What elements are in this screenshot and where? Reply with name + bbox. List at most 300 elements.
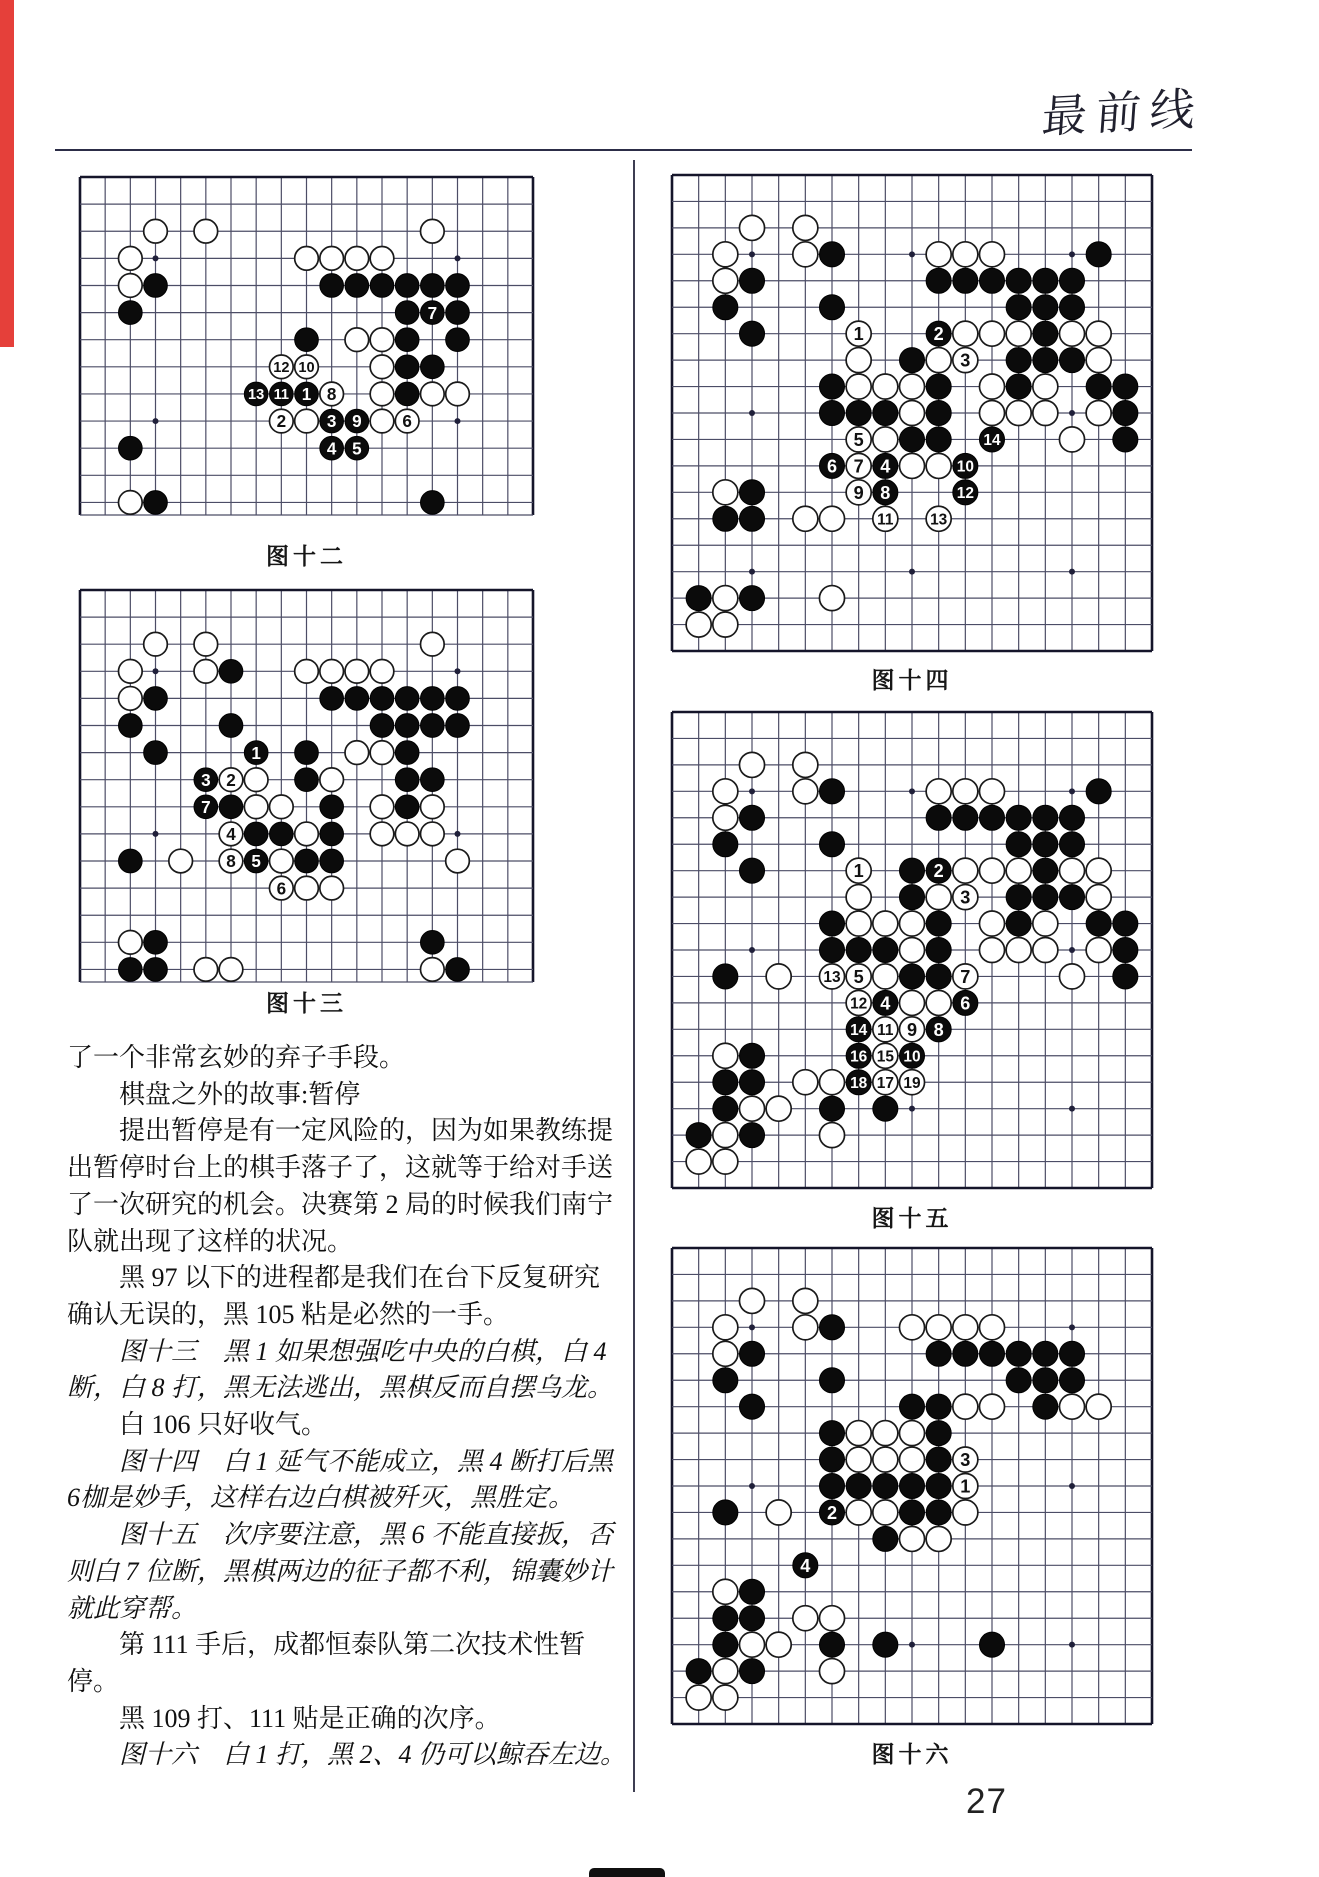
svg-text:2: 2 [226, 770, 236, 790]
black-stone [446, 958, 470, 982]
white-stone [370, 822, 394, 846]
black-stone [819, 1447, 844, 1472]
white-stone [370, 659, 394, 683]
white-stone [873, 911, 898, 936]
white-stone [979, 1394, 1004, 1419]
black-stone [686, 1123, 711, 1148]
black-stone [739, 480, 764, 505]
go-board-figure-14 [672, 175, 1152, 651]
page-number: 27 [966, 1782, 1007, 1821]
white-stone [1059, 321, 1084, 346]
white-stone [713, 805, 738, 830]
figure-13-caption: 图十三 [266, 991, 347, 1016]
black-stone [395, 768, 419, 792]
black-stone [819, 1315, 844, 1340]
black-stone [1086, 779, 1111, 804]
svg-text:1: 1 [960, 1476, 971, 1497]
black-stone [1059, 1368, 1084, 1393]
white-stone [169, 849, 193, 873]
white-stone [899, 1421, 924, 1446]
white-stone [953, 1500, 978, 1525]
white-stone [793, 752, 818, 777]
white-stone [370, 355, 394, 379]
white-stone [421, 795, 445, 819]
black-stone [395, 382, 419, 406]
black-stone [1033, 858, 1058, 883]
white-stone [395, 822, 419, 846]
black-stone [144, 741, 168, 765]
black-stone [1006, 295, 1031, 320]
text-line: 出暂停时台上的棋手落子了，这就等于给对手送 [67, 1153, 614, 1183]
black-stone [395, 795, 419, 819]
svg-text:5: 5 [251, 852, 261, 872]
white-stone [345, 741, 369, 765]
svg-text:1: 1 [251, 743, 261, 763]
black-stone [819, 1632, 844, 1657]
black-stone [1086, 242, 1111, 267]
white-stone [979, 242, 1004, 267]
svg-text:14: 14 [983, 432, 1001, 450]
text-line: 断，白 8 打，黑无法逃出，黑棋反而自摆乌龙。 [67, 1373, 614, 1403]
black-stone [1033, 1368, 1058, 1393]
white-stone [979, 374, 1004, 399]
white-stone [295, 409, 319, 433]
svg-text:7: 7 [427, 303, 438, 323]
white-stone [1059, 1394, 1084, 1419]
black-stone [873, 400, 898, 425]
svg-text:2: 2 [933, 861, 944, 882]
black-stone [1113, 374, 1138, 399]
black-stone [713, 1632, 738, 1657]
black-stone [1059, 885, 1084, 910]
black-stone [1006, 805, 1031, 830]
white-stone [926, 348, 951, 373]
black-stone [819, 832, 844, 857]
black-stone [1113, 937, 1138, 962]
white-stone [766, 1632, 791, 1657]
figure-16-caption: 图十六 [871, 1742, 953, 1767]
white-stone [119, 659, 143, 683]
svg-text:8: 8 [326, 385, 337, 405]
white-stone [713, 1123, 738, 1148]
black-stone [1033, 885, 1058, 910]
black-stone [119, 849, 143, 873]
svg-text:17: 17 [876, 1074, 894, 1092]
black-stone [395, 714, 419, 738]
black-stone [926, 937, 951, 962]
white-stone [793, 1315, 818, 1340]
black-stone [819, 937, 844, 962]
black-stone [1006, 268, 1031, 293]
svg-text:5: 5 [853, 966, 864, 987]
black-stone [395, 301, 419, 325]
svg-text:3: 3 [960, 887, 971, 908]
white-stone [953, 858, 978, 883]
black-stone [819, 242, 844, 267]
white-stone [119, 274, 143, 298]
black-stone [739, 1394, 764, 1419]
white-stone [873, 964, 898, 989]
svg-text:8: 8 [933, 1019, 944, 1040]
svg-text:2: 2 [276, 412, 287, 432]
black-stone [421, 274, 445, 298]
white-stone [295, 876, 319, 900]
white-stone [421, 822, 445, 846]
white-stone [979, 911, 1004, 936]
white-stone [873, 1447, 898, 1472]
black-stone [739, 268, 764, 293]
white-stone [846, 1447, 871, 1472]
white-stone [819, 1606, 844, 1631]
white-stone [739, 1632, 764, 1657]
black-stone [1033, 295, 1058, 320]
black-stone [819, 1421, 844, 1446]
svg-text:19: 19 [903, 1074, 921, 1092]
svg-text:7: 7 [201, 797, 211, 817]
black-stone [926, 1394, 951, 1419]
go-board-figure-13 [80, 590, 533, 982]
white-stone [979, 321, 1004, 346]
text-line: 停。 [67, 1666, 120, 1696]
white-stone [873, 1421, 898, 1446]
white-stone [766, 1500, 791, 1525]
white-stone [713, 586, 738, 611]
white-stone [819, 1070, 844, 1095]
black-stone [926, 427, 951, 452]
svg-text:5: 5 [352, 439, 362, 459]
black-stone [953, 805, 978, 830]
black-stone [1059, 268, 1084, 293]
svg-text:1: 1 [853, 861, 864, 882]
svg-text:3: 3 [201, 770, 211, 790]
white-stone [421, 219, 445, 243]
svg-text:12: 12 [850, 995, 868, 1013]
svg-text:1: 1 [853, 324, 864, 345]
white-stone [345, 659, 369, 683]
black-stone [926, 805, 951, 830]
black-stone [899, 1473, 924, 1498]
white-stone [873, 1500, 898, 1525]
black-stone [899, 1500, 924, 1525]
black-stone [395, 687, 419, 711]
white-stone [739, 1096, 764, 1121]
black-stone [686, 586, 711, 611]
white-stone [119, 247, 143, 271]
black-stone [1086, 374, 1111, 399]
svg-text:4: 4 [800, 1555, 811, 1576]
white-stone [446, 849, 470, 873]
white-stone [1059, 858, 1084, 883]
black-stone [739, 1123, 764, 1148]
white-stone [819, 506, 844, 531]
svg-text:4: 4 [326, 439, 337, 459]
svg-text:11: 11 [273, 387, 290, 404]
text-line: 了一个非常玄妙的弃子手段。 [67, 1043, 406, 1072]
white-stone [370, 382, 394, 406]
black-stone [1006, 374, 1031, 399]
white-stone [194, 659, 218, 683]
white-stone [244, 795, 268, 819]
black-stone [446, 274, 470, 298]
black-stone [1033, 321, 1058, 346]
white-stone [320, 659, 344, 683]
white-stone [1033, 911, 1058, 936]
black-stone [873, 1526, 898, 1551]
white-stone [194, 632, 218, 656]
black-stone [395, 355, 419, 379]
white-stone [899, 1315, 924, 1340]
white-stone [953, 1315, 978, 1340]
black-stone [1006, 832, 1031, 857]
text-line: 黑 109 打、111 贴是正确的次序。 [119, 1703, 501, 1733]
black-stone [144, 930, 168, 954]
black-stone [713, 1368, 738, 1393]
black-stone [739, 1606, 764, 1631]
black-stone [873, 1096, 898, 1121]
black-stone [926, 374, 951, 399]
svg-text:10: 10 [903, 1048, 921, 1066]
white-stone [899, 937, 924, 962]
white-stone [219, 958, 243, 982]
white-stone [119, 930, 143, 954]
text-line: 棋盘之外的故事:暂停 [119, 1079, 361, 1109]
black-stone [873, 937, 898, 962]
black-stone [295, 328, 319, 352]
svg-text:8: 8 [880, 482, 891, 503]
black-stone [899, 964, 924, 989]
white-stone [713, 1659, 738, 1684]
white-stone [793, 779, 818, 804]
white-stone [713, 1579, 738, 1604]
white-stone [1086, 1394, 1111, 1419]
black-stone [926, 1341, 951, 1366]
black-stone [713, 506, 738, 531]
white-stone [446, 382, 470, 406]
white-stone [713, 1685, 738, 1710]
figure-14-caption: 图十四 [871, 668, 953, 693]
white-stone [766, 1096, 791, 1121]
white-stone [739, 215, 764, 240]
white-stone [1059, 427, 1084, 452]
white-stone [686, 612, 711, 637]
white-stone [1006, 937, 1031, 962]
svg-text:14: 14 [850, 1021, 868, 1039]
black-stone [819, 295, 844, 320]
white-stone [320, 247, 344, 271]
black-stone [1113, 911, 1138, 936]
white-stone [873, 427, 898, 452]
text-line: 第 111 手后，成都恒泰队第二次技术性暂 [119, 1630, 586, 1660]
black-stone [421, 491, 445, 515]
text-line: 就此穿帮。 [67, 1593, 198, 1623]
black-stone [713, 832, 738, 857]
svg-text:12: 12 [956, 484, 974, 502]
white-stone [926, 885, 951, 910]
white-stone [846, 911, 871, 936]
white-stone [1033, 400, 1058, 425]
column-divider [633, 160, 635, 1792]
black-stone [1113, 964, 1138, 989]
black-stone [345, 687, 369, 711]
svg-text:6: 6 [276, 879, 287, 899]
svg-text:6: 6 [402, 412, 412, 432]
text-line: 图十三 黑 1 如果想强吃中央的白棋，白 4 [119, 1336, 607, 1366]
white-stone [345, 328, 369, 352]
black-stone [295, 849, 319, 873]
black-stone [144, 491, 168, 515]
black-stone [926, 1447, 951, 1472]
black-stone [1059, 295, 1084, 320]
black-stone [899, 348, 924, 373]
black-stone [819, 374, 844, 399]
white-stone [739, 1288, 764, 1313]
text-line: 图十六 白 1 打，黑 2、4 仍可以鲸吞左边。 [119, 1740, 627, 1770]
white-stone [1086, 348, 1111, 373]
svg-text:12: 12 [273, 360, 290, 377]
go-board-figure-15 [672, 712, 1152, 1188]
black-stone [1059, 1341, 1084, 1366]
white-stone [1086, 885, 1111, 910]
white-stone [899, 374, 924, 399]
black-stone [953, 1341, 978, 1366]
white-stone [713, 779, 738, 804]
black-stone [1006, 885, 1031, 910]
svg-text:3: 3 [960, 350, 971, 371]
black-stone [295, 768, 319, 792]
svg-text:7: 7 [853, 456, 864, 477]
svg-text:1: 1 [301, 385, 312, 405]
text-line: 了一次研究的机会。决赛第 2 局的时候我们南宁 [67, 1189, 614, 1219]
black-stone [819, 1473, 844, 1498]
svg-text:11: 11 [877, 511, 894, 529]
svg-text:9: 9 [352, 412, 362, 432]
black-stone [219, 659, 243, 683]
black-stone [320, 822, 344, 846]
black-stone [1033, 1394, 1058, 1419]
black-stone [713, 1500, 738, 1525]
black-stone [739, 1070, 764, 1095]
black-stone [421, 930, 445, 954]
text-line: 6枷是妙手，这样右边白棋被歼灭，黑胜定。 [67, 1483, 575, 1513]
red-margin-bar [0, 0, 14, 347]
white-stone [926, 779, 951, 804]
svg-text:9: 9 [906, 1019, 918, 1040]
white-stone [793, 242, 818, 267]
white-stone [270, 795, 294, 819]
black-stone [144, 274, 168, 298]
black-stone [739, 1579, 764, 1604]
white-stone [1033, 937, 1058, 962]
svg-text:4: 4 [226, 825, 236, 845]
white-stone [739, 752, 764, 777]
svg-text:16: 16 [850, 1048, 868, 1066]
text-line: 提出暂停是有一定风险的，因为如果教练提 [119, 1116, 614, 1146]
white-stone [421, 632, 445, 656]
white-stone [370, 795, 394, 819]
black-stone [446, 301, 470, 325]
body-text [67, 1040, 627, 1774]
black-stone [739, 805, 764, 830]
black-stone [244, 822, 268, 846]
white-stone [793, 1070, 818, 1095]
black-stone [899, 427, 924, 452]
black-stone [1006, 1368, 1031, 1393]
black-stone [1006, 348, 1031, 373]
black-stone [1033, 1341, 1058, 1366]
page-header-calligraphy: 最前线 [1040, 83, 1206, 143]
go-board-figure-12 [80, 177, 533, 515]
white-stone [979, 858, 1004, 883]
black-stone [739, 858, 764, 883]
black-stone [819, 779, 844, 804]
header-rule [55, 149, 1192, 151]
black-stone [1059, 832, 1084, 857]
black-stone [1059, 348, 1084, 373]
black-stone [1113, 400, 1138, 425]
black-stone [739, 1043, 764, 1068]
black-stone [446, 328, 470, 352]
white-stone [713, 1149, 738, 1174]
white-stone [1006, 321, 1031, 346]
black-stone [395, 274, 419, 298]
white-stone [819, 1123, 844, 1148]
white-stone [793, 215, 818, 240]
white-stone [899, 911, 924, 936]
black-stone [1006, 911, 1031, 936]
white-stone [686, 1685, 711, 1710]
white-stone [713, 1043, 738, 1068]
black-stone [370, 274, 394, 298]
black-stone [899, 885, 924, 910]
black-stone [713, 1606, 738, 1631]
black-stone [320, 274, 344, 298]
white-stone [953, 779, 978, 804]
white-stone [713, 1315, 738, 1340]
black-stone [1059, 805, 1084, 830]
white-stone [953, 321, 978, 346]
black-stone [1033, 268, 1058, 293]
black-stone [1033, 805, 1058, 830]
svg-text:13: 13 [930, 511, 948, 529]
svg-text:6: 6 [826, 456, 838, 477]
svg-text:9: 9 [853, 482, 864, 503]
black-stone [320, 849, 344, 873]
white-stone [144, 219, 168, 243]
white-stone [713, 242, 738, 267]
white-stone [953, 1394, 978, 1419]
white-stone [713, 480, 738, 505]
white-stone [899, 990, 924, 1015]
black-stone [1033, 832, 1058, 857]
black-stone [421, 355, 445, 379]
white-stone [899, 400, 924, 425]
white-stone [194, 219, 218, 243]
svg-text:15: 15 [876, 1048, 894, 1066]
svg-text:8: 8 [226, 852, 236, 872]
white-stone [421, 958, 445, 982]
svg-text:4: 4 [880, 993, 891, 1014]
svg-text:2: 2 [933, 324, 944, 345]
black-stone [846, 400, 871, 425]
black-stone [295, 741, 319, 765]
figure-12-caption: 图十二 [266, 544, 347, 569]
white-stone [979, 937, 1004, 962]
black-stone [739, 321, 764, 346]
black-stone [979, 268, 1004, 293]
white-stone [370, 409, 394, 433]
svg-text:5: 5 [853, 429, 864, 450]
white-stone [846, 1421, 871, 1446]
